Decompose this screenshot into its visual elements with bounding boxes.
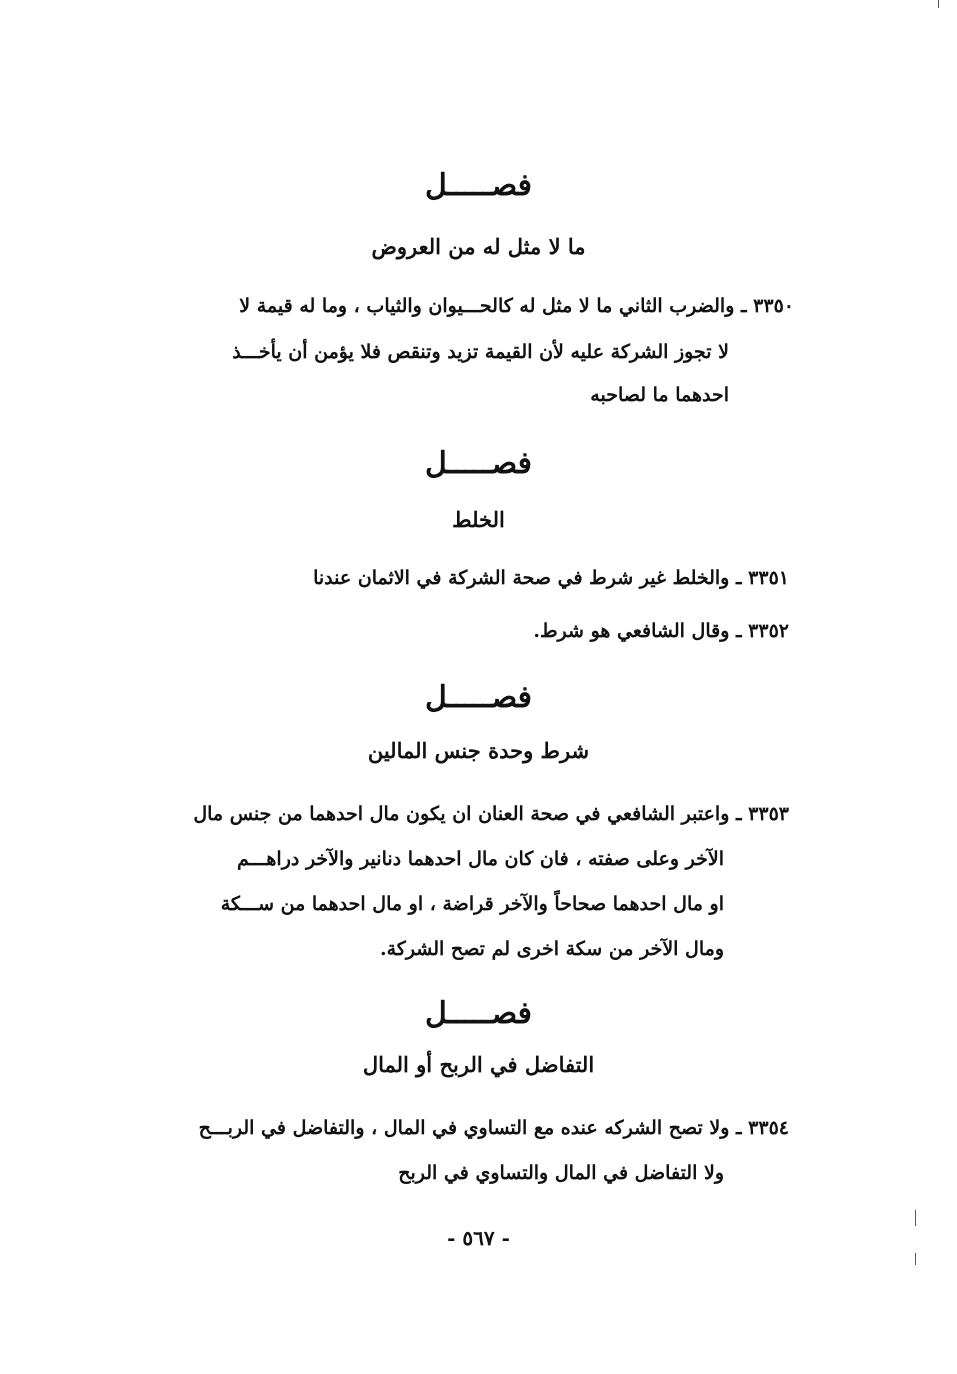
paragraph-3350-line-3: احدهما ما لصاحبه xyxy=(590,384,729,406)
section-heading-4: فصـــــل xyxy=(424,996,533,1031)
paragraph-3354-line-1: ٣٣٥٤ ـ ولا تصح الشركه عنده مع التساوي في المال ، والتفاضل في الربـــح xyxy=(198,1117,789,1139)
paragraph-3353-line-2: الآخر وعلى صفته ، فان كان مال احدهما دنانير والآخر دراهـــم xyxy=(237,848,724,870)
paragraph-3351: ٣٣٥١ ـ والخلط غير شرط في صحة الشركة في الاثمان عندنا xyxy=(313,567,789,589)
paragraph-3350-line-2: لا تجوز الشركة عليه لأن القيمة تزيد وتنقص فلا يؤمن أن يأخـــذ xyxy=(232,341,729,363)
paragraph-3353-line-4: ومال الآخر من سكة اخرى لم تصح الشركة. xyxy=(379,938,724,960)
scan-mark-right-edge xyxy=(915,1210,916,1226)
section-subheading-1: ما لا مثل له من العروض xyxy=(371,234,586,259)
scan-mark-top-right xyxy=(938,0,939,8)
paragraph-3353-line-3: او مال احدهما صحاحاً والآخر قراضة ، او مال احدهما من ســـكة xyxy=(220,893,724,915)
paragraph-3350-line-1: ٣٣٥٠ ـ والضرب الثاني ما لا مثل له كالحـــيوان والثياب ، وما له قيمة لا xyxy=(239,295,794,317)
paragraph-3353-line-1: ٣٣٥٣ ـ واعتبر الشافعي في صحة العنان ان يكون مال احدهما من جنس مال xyxy=(193,803,789,825)
paragraph-3354-line-2: ولا التفاضل في المال والتساوي في الربح xyxy=(398,1162,724,1184)
section-subheading-3: شرط وحدة جنس المالين xyxy=(367,738,590,763)
section-heading-1: فصـــــل xyxy=(424,168,533,203)
section-subheading-4: التفاضل في الربح أو المال xyxy=(362,1052,595,1077)
scan-mark-right-edge-2 xyxy=(915,1253,916,1265)
page-number: - ٥٦٧ - xyxy=(447,1226,510,1250)
section-heading-2: فصـــــل xyxy=(424,446,533,481)
section-subheading-2: الخلط xyxy=(452,507,505,532)
paragraph-3352: ٣٣٥٢ ـ وقال الشافعي هو شرط. xyxy=(533,620,789,642)
section-heading-3: فصـــــل xyxy=(424,680,533,715)
